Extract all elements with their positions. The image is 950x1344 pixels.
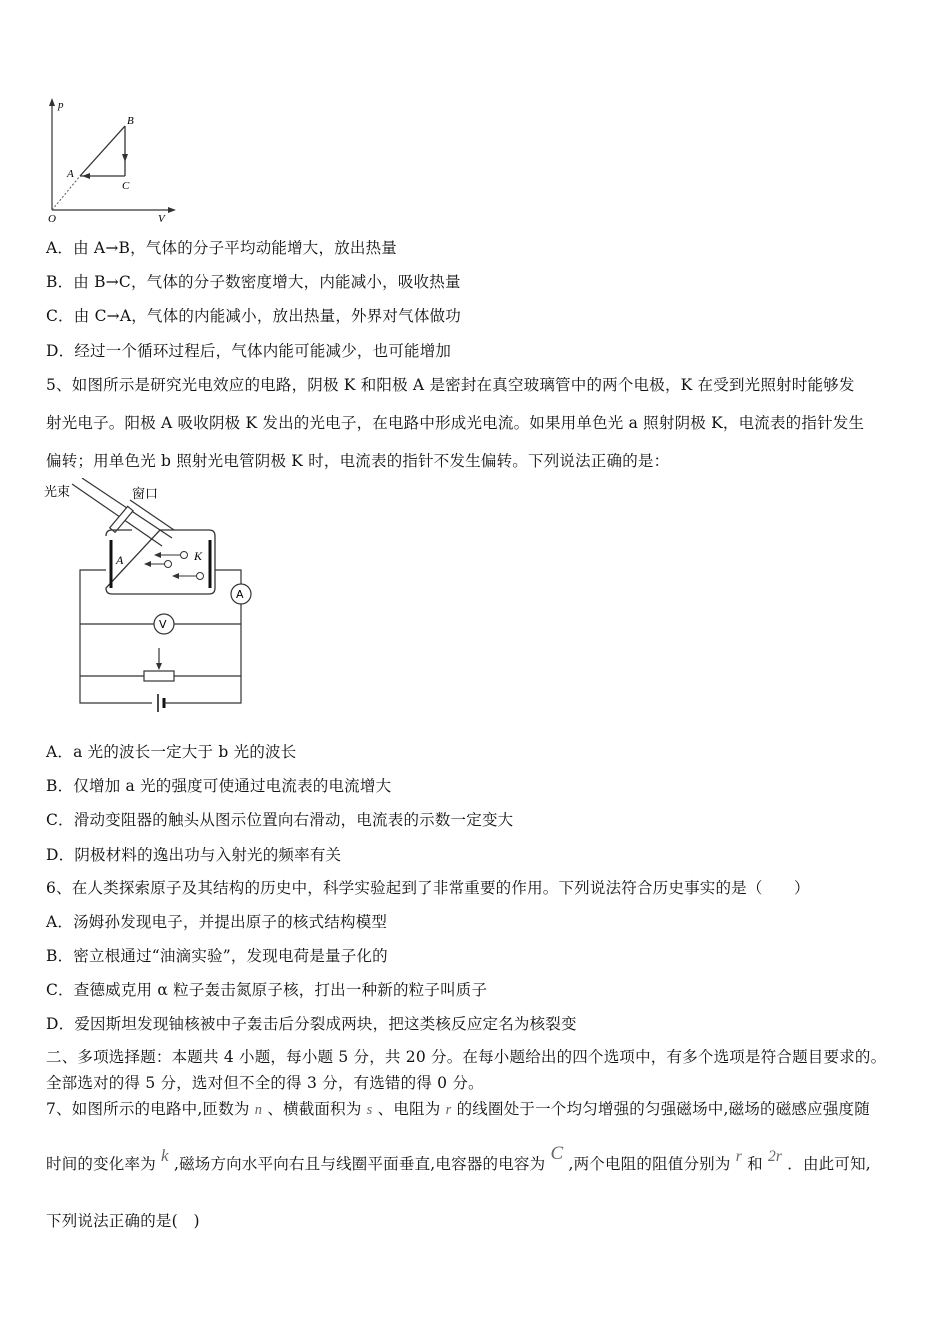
symbol-r: r [445,1102,452,1118]
photoelectric-circuit [44,478,264,726]
q6-stem: 6、在人类探索原子及其结构的历史中，科学实验起到了非常重要的作用。下列说法符合历史事实的是（ ） [46,879,810,897]
q5-option-c: C．滑动变阻器的触头从图示位置向右滑动，电流表的示数一定变大 [46,811,514,829]
p-axis-arrow [49,98,55,106]
electron-1 [181,552,188,559]
electron-1-arrow [154,552,161,558]
wire-battery-right [164,676,241,703]
electron-3 [197,573,204,580]
q5-option-b: B．仅增加 a 光的强度可使通过电流表的电流增大 [46,777,392,795]
label-o: O [48,213,56,224]
light-beam-label: 光束 [44,485,71,500]
label-p: p [58,99,64,111]
q7-text-2e: ．由此可知, [787,1155,871,1173]
q6-option-a: A．汤姆孙发现电子，并提出原子的核式结构模型 [46,913,388,931]
section2-line-2: 全部选对的得 5 分，选对但不全的得 3 分，有选错的得 0 分。 [46,1074,484,1092]
q7-line-1 [46,1097,870,1119]
q5-option-d: D．阴极材料的逸出功与入射光的频率有关 [46,846,342,864]
q7-text-1d: 的线圈处于一个均匀增强的匀强磁场中,磁场的磁感应强度随 [456,1100,870,1118]
q7-line-2 [46,1143,871,1175]
q6-option-b: B．密立根通过“油滴实验”，发现电荷是量子化的 [46,947,388,965]
electron-2-arrow [144,561,151,567]
symbol-r2: r [735,1148,742,1165]
arrow-b-c [122,154,128,162]
rheostat [144,671,174,681]
wire-right [215,570,241,584]
symbol-n: n [254,1102,263,1118]
ammeter-label: A [236,588,244,601]
v-axis-arrow [168,207,176,213]
section2-line-1: 二、多项选择题：本题共 4 小题，每小题 5 分，共 20 分。在每小题给出的四个选项中，有多个选项是符合题目要求的。 [46,1048,887,1066]
electron-2 [165,561,172,568]
symbol-2r: 2r [767,1148,783,1165]
q7-text-1a: 7、如图所示的电路中,匝数为 [46,1100,250,1118]
path-a-b [80,126,125,176]
slider-arrow [156,663,162,670]
window [110,506,133,532]
q4-option-b: B．由 B→C，气体的分子数密度增大，内能减小，吸收热量 [46,273,461,291]
q7-text-2d: 和 [747,1155,763,1173]
label-v: V [158,213,165,224]
q7-text-1c: 、电阻为 [377,1100,441,1118]
q5-stem-line-1: 5、如图所示是研究光电效应的电路，阴极 K 和阳极 A 是密封在真空玻璃管中的两个电极，K 在受到光照射时能够发 [46,376,855,394]
electron-3-arrow [172,573,179,579]
label-a: A [67,168,74,180]
symbol-c: C [550,1143,564,1164]
anode-label: A [116,553,124,567]
q7-text-2c: ,两个电阻的阻值分别为 [568,1155,731,1173]
arrow-c-a [82,173,90,179]
q6-option-c: C．查德威克用 α 粒子轰击氮原子核，打出一种新的粒子叫质子 [46,981,488,999]
label-c: C [122,180,130,192]
symbol-k: k [161,1146,169,1165]
q6-option-d: D．爱因斯坦发现铀核被中子轰击后分裂成两块，把这类核反应定名为核裂变 [46,1015,577,1033]
q5-stem-line-2: 射光电子。阳极 A 吸收阴极 K 发出的光电子，在电路中形成光电流。如果用单色光 a 照射阴极 K，电流表的指针发生 [46,414,865,432]
wire-right-down [204,604,241,676]
window-label: 窗口 [132,487,159,502]
q7-text-1b: 、横截面积为 [267,1100,362,1118]
q7-text-2a: 时间的变化率为 [46,1155,156,1173]
wire-left [80,570,152,703]
voltmeter-label: V [159,618,167,631]
q4-option-c: C．由 C→A，气体的内能减小，放出热量，外界对气体做功 [46,307,461,325]
q4-option-a: A．由 A→B，气体的分子平均动能增大，放出热量 [46,239,397,257]
q4-option-d: D．经过一个循环过程后，气体内能可能减少，也可能增加 [46,342,452,360]
symbol-s: s [366,1102,373,1118]
q5-option-a: A．a 光的波长一定大于 b 光的波长 [46,743,297,761]
dashed-extension [52,176,80,210]
q7-line-3: 下列说法正确的是( ) [46,1212,200,1230]
label-b: B [127,115,134,127]
q7-text-2b: ,磁场方向水平向右且与线圈平面垂直,电容器的电容为 [173,1155,546,1173]
q5-stem-line-3: 偏转；用单色光 b 照射光电管阴极 K 时，电流表的指针不发生偏转。下列说法正确的是： [46,452,670,470]
pv-diagram [40,96,180,224]
cathode-label: K [194,549,203,563]
